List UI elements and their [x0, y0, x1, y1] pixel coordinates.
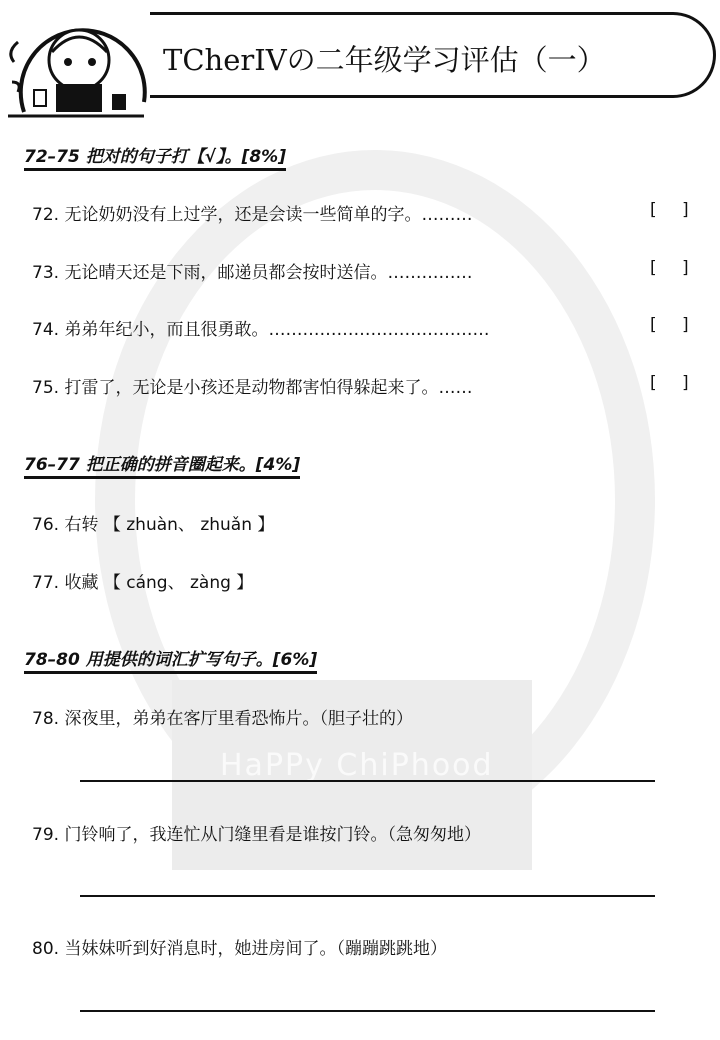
question-74: 74. 弟弟年纪小，而且很勇敢。…………………………………: [32, 320, 490, 340]
answer-line-78[interactable]: [80, 780, 655, 782]
answer-line-80[interactable]: [80, 1010, 655, 1012]
answer-box-74[interactable]: [650, 315, 714, 335]
answer-line-79[interactable]: [80, 895, 655, 897]
bracket-close: ]: [682, 258, 689, 278]
teacher-avatar-icon: [4, 2, 150, 120]
section-heading-72-75: 72–75 把对的句子打【√】。[8%]: [24, 142, 286, 171]
question-75: 75. 打雷了，无论是小孩还是动物都害怕得躲起来了。……: [32, 378, 473, 398]
page-title: TCherIVの二年级学习评估（一）: [163, 43, 606, 77]
bracket-open: [: [650, 315, 657, 335]
watermark-logo-text: HaPPy ChiPhood: [220, 748, 494, 783]
question-73: 73. 无论晴天还是下雨，邮递员都会按时送信。……………: [32, 263, 473, 283]
answer-box-72[interactable]: [650, 200, 714, 220]
bracket-open: [: [650, 373, 657, 393]
question-80: 80. 当妹妹听到好消息时，她进房间了。（蹦蹦跳跳地）: [32, 939, 447, 959]
bracket-close: ]: [682, 315, 689, 335]
bracket-open: [: [650, 200, 657, 220]
answer-box-73[interactable]: [650, 258, 714, 278]
question-72: 72. 无论奶奶没有上过学，还是会读一些简单的字。………: [32, 205, 473, 225]
bracket-close: ]: [682, 373, 689, 393]
question-79: 79. 门铃响了，我连忙从门缝里看是谁按门铃。（急匆匆地）: [32, 825, 481, 845]
question-78: 78. 深夜里，弟弟在客厅里看恐怖片。（胆子壮的）: [32, 709, 413, 729]
bracket-close: ]: [682, 200, 689, 220]
question-77[interactable]: 77. 收藏 【 cáng、 zàng 】: [32, 573, 254, 593]
question-76[interactable]: 76. 右转 【 zhuàn、 zhuǎn 】: [32, 515, 275, 535]
section-heading-76-77: 76–77 把正确的拼音圈起来。[4%]: [24, 450, 300, 479]
section-heading-78-80: 78–80 用提供的词汇扩写句子。[6%]: [24, 645, 317, 674]
bracket-open: [: [650, 258, 657, 278]
answer-box-75[interactable]: [650, 373, 714, 393]
